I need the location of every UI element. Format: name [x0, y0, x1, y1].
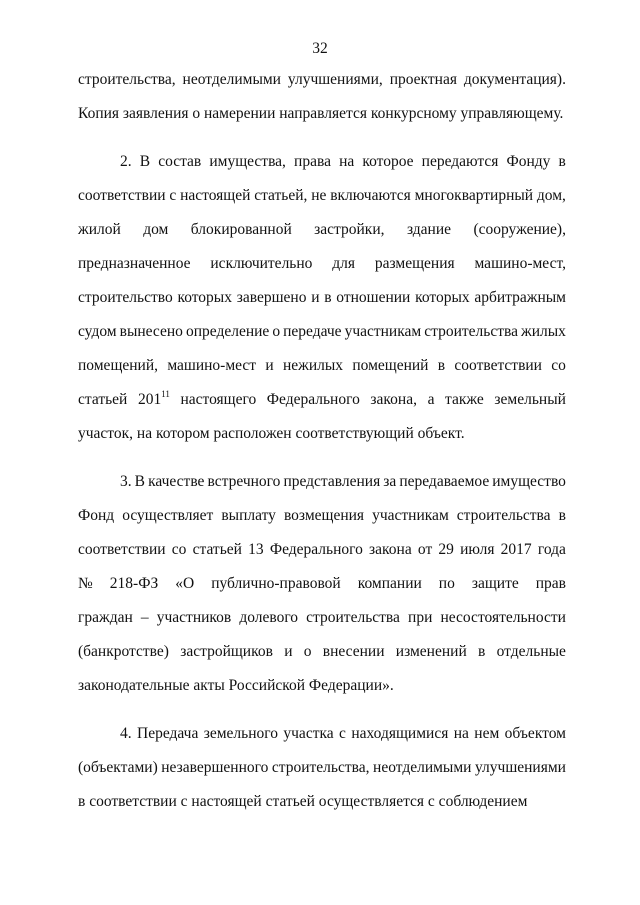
word: В: [139, 153, 151, 170]
word: улучшениями: [474, 759, 566, 776]
line-text: в соответствии с настоящей статьей осуществляется с соблюдением: [78, 793, 528, 810]
word: качестве: [148, 473, 205, 490]
word: (сооружение),: [473, 221, 566, 238]
word: от: [417, 541, 433, 558]
paragraph-gap: [78, 451, 566, 465]
word: публично-правовой: [211, 575, 341, 592]
text-line: [78, 315, 566, 349]
word: здание: [406, 221, 452, 238]
word: и: [311, 289, 320, 306]
word: объектом: [504, 725, 566, 742]
text-line: [78, 383, 566, 417]
word: передаются: [421, 153, 499, 170]
word: участка: [283, 725, 334, 742]
word: строительства: [424, 323, 518, 340]
word: со: [551, 357, 566, 374]
word: закона,: [370, 391, 417, 408]
line-text: Копия заявления о намерении направляется конкурсному управляющему.: [78, 105, 564, 122]
superscript: 11: [161, 389, 170, 399]
word: нежилых: [282, 357, 344, 374]
word: улучшениями,: [287, 71, 383, 88]
word: 2.: [120, 153, 132, 170]
word: машино-мест,: [474, 255, 566, 272]
word: исключительно: [210, 255, 313, 272]
word: судом: [78, 323, 117, 340]
word: на: [339, 153, 355, 170]
text-line: [78, 567, 566, 601]
word: 4.: [120, 725, 132, 742]
word: в: [437, 357, 446, 374]
word: помещений,: [78, 357, 159, 374]
word: статьей,: [254, 187, 308, 204]
word: застройщиков: [180, 643, 273, 660]
text-line: [78, 179, 566, 213]
word: В: [134, 473, 146, 490]
word: завершено: [236, 289, 307, 306]
word: которых: [177, 289, 232, 306]
word: для: [332, 255, 356, 272]
word: имущество: [492, 473, 566, 490]
word: со: [171, 541, 187, 558]
word: настоящей: [180, 187, 251, 204]
word: прав: [535, 575, 566, 592]
text-line: [78, 751, 566, 785]
text-line: [78, 145, 566, 179]
word: а: [427, 391, 435, 408]
document-body: [78, 63, 566, 819]
word: отношении: [336, 289, 411, 306]
word: проектная: [389, 71, 457, 88]
word: Федерального: [266, 391, 360, 408]
word: соответствии: [78, 187, 166, 204]
text-line: [78, 717, 566, 751]
paragraph: [78, 63, 566, 131]
word: которых: [415, 289, 470, 306]
word: 3.: [120, 473, 132, 490]
word: о: [303, 643, 312, 660]
word: внесении: [322, 643, 385, 660]
word: статьей: [192, 541, 242, 558]
word: документация).: [463, 71, 566, 88]
word: (банкротстве): [78, 643, 169, 660]
word: 218-ФЗ: [109, 575, 159, 592]
word: дом: [143, 221, 169, 238]
word: соответствии: [78, 541, 166, 558]
word: предназначенное: [78, 255, 191, 272]
word: представления: [283, 473, 381, 490]
word: Передача: [137, 725, 199, 742]
word: осуществляет: [122, 507, 214, 524]
text-line: [78, 247, 566, 281]
text-line: [78, 465, 566, 499]
word: имущества,: [209, 153, 286, 170]
word: 13: [248, 541, 264, 558]
line-text: законодательные акты Российской Федерации».: [78, 677, 394, 694]
word: находящимися: [351, 725, 449, 742]
word: строительства: [306, 609, 400, 626]
word: передаваемое: [399, 473, 490, 490]
word: настоящего: [180, 391, 257, 408]
word: года: [537, 541, 566, 558]
word: участников: [156, 609, 232, 626]
text-line: [78, 785, 566, 819]
word: земельного: [203, 725, 278, 742]
word: в: [478, 643, 486, 660]
word: соответствии: [454, 357, 542, 374]
word: защите: [471, 575, 519, 592]
word: с: [339, 725, 346, 742]
text-line: [78, 63, 566, 97]
word: статьей: [78, 391, 128, 408]
word: Фонд: [78, 507, 115, 524]
word: с: [169, 187, 177, 204]
word: вынесено: [119, 323, 183, 340]
word: строительства: [456, 507, 551, 524]
word: участникам: [372, 507, 449, 524]
word: строительства,: [271, 759, 370, 776]
word: неотделимыми: [182, 71, 281, 88]
word: №: [78, 575, 93, 592]
word: изменений: [395, 643, 467, 660]
word: закона: [369, 541, 412, 558]
text-line: [78, 635, 566, 669]
word: возмещения: [283, 507, 365, 524]
text-line: [78, 499, 566, 533]
word: и: [265, 357, 274, 374]
text-line: [78, 97, 566, 131]
word: долевого: [239, 609, 299, 626]
word: в: [558, 153, 566, 170]
paragraph-gap: [78, 131, 566, 145]
word: жилых: [521, 323, 566, 340]
word: на: [453, 725, 469, 742]
word: также: [445, 391, 484, 408]
paragraph: [78, 145, 566, 451]
word: передаче: [283, 323, 342, 340]
word: в: [558, 507, 566, 524]
word: машино-мест: [167, 357, 257, 374]
word: помещений: [352, 357, 429, 374]
word: компании: [357, 575, 422, 592]
word: определение: [185, 323, 270, 340]
word: размещения: [374, 255, 455, 272]
word: в: [324, 289, 332, 306]
text-line: [78, 417, 566, 451]
text-line: [78, 349, 566, 383]
word: несостоятельности: [440, 609, 566, 626]
word: дом,: [536, 187, 566, 204]
word: права: [294, 153, 331, 170]
word: встречного: [207, 473, 281, 490]
word: строительство: [78, 289, 173, 306]
line-text: участок, на котором расположен соответствующий объект.: [78, 425, 465, 442]
word: блокированной: [190, 221, 292, 238]
word: и: [284, 643, 293, 660]
word: (объектами): [78, 759, 158, 776]
paragraph: [78, 717, 566, 819]
word: 29: [438, 541, 454, 558]
word: по: [438, 575, 455, 592]
word: граждан: [78, 609, 133, 626]
text-line: [78, 213, 566, 247]
text-line: [78, 281, 566, 315]
word: участникам: [344, 323, 422, 340]
word: арбитражным: [474, 289, 566, 306]
paragraph-gap: [78, 703, 566, 717]
word: за: [383, 473, 397, 490]
word: «О: [175, 575, 195, 592]
word: июля: [460, 541, 495, 558]
text-line: [78, 601, 566, 635]
word: застройки,: [314, 221, 385, 238]
word: состав: [158, 153, 202, 170]
word: неотделимыми: [373, 759, 472, 776]
paragraph: [78, 465, 566, 703]
word: которое: [362, 153, 414, 170]
word: –: [140, 609, 149, 626]
word: отдельные: [496, 643, 566, 660]
word: Федерального: [269, 541, 363, 558]
word: включаются: [330, 187, 411, 204]
word: незавершенного: [161, 759, 269, 776]
word: земельный: [494, 391, 566, 408]
word: выплату: [221, 507, 276, 524]
word: не: [311, 187, 327, 204]
word: при: [408, 609, 433, 626]
word: нем: [474, 725, 500, 742]
word: многоквартирный: [414, 187, 534, 204]
word: Фонду: [506, 153, 551, 170]
text-line: [78, 533, 566, 567]
word: жилой: [78, 221, 121, 238]
text-line: [78, 669, 566, 703]
word: о: [272, 323, 281, 340]
word: $201^{11}$: [137, 389, 170, 408]
word: 2017: [500, 541, 532, 558]
word: строительства,: [78, 71, 176, 88]
page-number: 32: [312, 40, 328, 57]
